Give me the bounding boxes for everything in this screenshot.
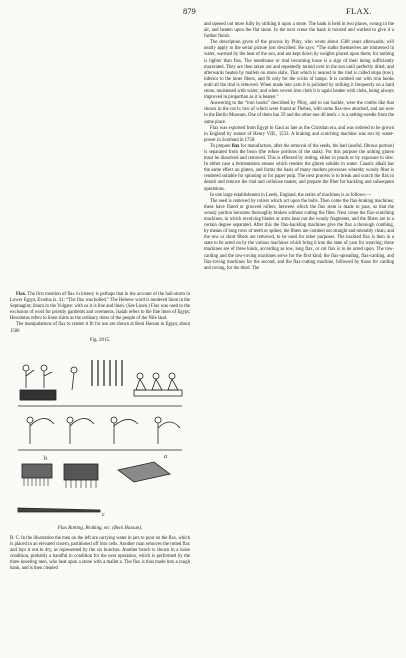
- pliny-paragraph: The description given of the process by Pliny, who wrote about 1500 years afterwards, will nearly apply to the serial picture just described. He says: “The stalks themselves are immersed in water, warmed by the heat of the sun, and are kept down by weights placed upon them; for nothing is lighter than flax. The membrane or rind becoming loose is a sign of their being sufficiently macerated. They are then taken out and repeatedly turned over in the sun until perfectly dried; and afterwards beaten by mallets on stone slabs. That which is nearest to the rind is called stupa (tow), inferior to the inner fibers, and fit only for the wicks of lamps. It is combed out with iron hooks until all the rind is removed. When made into yarn it is polished by striking it frequently on a hard stone, moistened with water; and when woven into cloth it is again beaten with clubs, being always improved in proportion as it is beaten.”: [204, 40, 394, 101]
- figure-letter-b: b: [44, 455, 47, 462]
- figure-letter-a: a: [164, 453, 167, 460]
- iron-hooks-paragraph: Answering to the “iron hooks” described by Pliny, and to our hackle, were the combs like that shown in the cut b; two of which were found at Thebes, with some flax-tow attached, and are now in the Berlin Museum. One of them has 59 and the other one 46 teeth. c is a netting-needle from the same place.: [204, 101, 394, 125]
- blank-top-space: [10, 22, 190, 292]
- flax-history-paragraph: Flax. The first mention of flax in history is perhaps that in the account of the hail-storm in Lower Egypt, Exodus ix. 31: “The flax was bolled.” The Hebrew word is rendered linon in the Septuagint; linum in the Vulgate: with us it is line and linen. (See Linen.) Flax was used to the exclusion of wool for priestly garments and cerements. Isaiah refers to the fine linen of Egypt; Herodotus refers to linen shirts as the ordinary dress of the people of the Nile land.: [10, 292, 190, 322]
- flax-term: flax: [231, 143, 240, 149]
- running-head: FLAX.: [346, 6, 372, 16]
- machines-paragraph: The seed is removed by rollers which act upon the bolls. Then come the flax-braking machines; these have fluted or grooved rollers, between which the flax stem is made to pass, so that the woody portion becomes thoroughly broken without cutting the fiber. Next come the flax-scutching machines, in which revolving blades or arms beat out the woody fragments, and the fibers are to a certain degree separated. After this the flax-hackling machines give the flax a thorough combing, by means of long rows of teeth or spikes; the fibers are combed out straight and tolerably clean; and the tow or short fibers are removed, to be used for other purposes. The hackled flax is then in a state to be acted on by the various machines which bring it into the state of yarn for weaving; these machines are of three kinds, according as tow, long flax, or cut flax is to be acted upon. The tow-carding and the tow-roving machines serve for the first kind; the flax-spreading, flax-carding, and flax-roving machines for the second; and the flax-cutting machine, followed by those for carding and roving, for the third. The: [204, 198, 394, 271]
- export-paragraph: Flax was exported from Egypt to Gaul as late as the Christian era, and was ordered to be grown in England by statute of Henry VIII., 1533. A braking and scutching machine was run by water-power in Scotland in 1750.: [204, 125, 394, 143]
- leeds-paragraph: In one large establishment in Leeds, England, the series of machines is as follows:—: [210, 192, 371, 198]
- page-header: [0, 6, 406, 20]
- figure-flax-rotting: [14, 346, 186, 524]
- entry-term: Flax.: [16, 292, 27, 297]
- right-column: [204, 22, 394, 272]
- beni-hassan-paragraph: The manipulations of flax to render it fit for use are shown at Beni Hassan in Egypt, about 1500: [10, 322, 190, 334]
- illustration-description-paragraph: B. C. In the illustration the men on the left are carrying water in jars to pour on the flax, which is placed in an elevated cistern, partitioned off into cells. Another man removes the rotted flax and lays it out to dry, as represented by the six bunches. Another bench is shown in a loose condition, probably a handful in condition for the next operation, which is performed by the three kneeling men, who beat upon a stone with a mallet a. The flax is thus made into a rough hank, and is then cleaned: [10, 535, 190, 572]
- figure-label: Fig. 2015.: [89, 337, 111, 343]
- figure-letter-c: c: [102, 511, 105, 518]
- continuation-paragraph: and opened out more fully by striking it upon a stone. The hank is held in two places, swung in the air, and beaten upon the flat stone. In the next scene the hank is twisted and worked to give it a further finish.: [204, 22, 394, 40]
- figure-caption: Flax Rotting, Braking, etc. (Beni Hassan).: [57, 525, 143, 531]
- left-column: [10, 22, 190, 572]
- page-number: 879: [183, 6, 196, 16]
- prepare-flax-paragraph: To prepare flax for manufacture, after the removal of the seeds, the harl (useful, fibrous portion) is separated from the boon (the refuse portions of the stalk). For this purpose the uniting gluten must be dissolved and removed. This is effected by rotting, either in ponds or by exposure to dew. In either case a fermentation ensues which renders the gluten soluble in water. Caustic alkali has the same effect on gluten, and forms the basis of many modern processes whereby woody fiber is rendered suitable for spinning or for paper pulp. The next process is to break and scutch the flax to detach and remove the rind and cellulose matter, and prepare the fiber for hackling and subsequent operations.: [204, 143, 395, 192]
